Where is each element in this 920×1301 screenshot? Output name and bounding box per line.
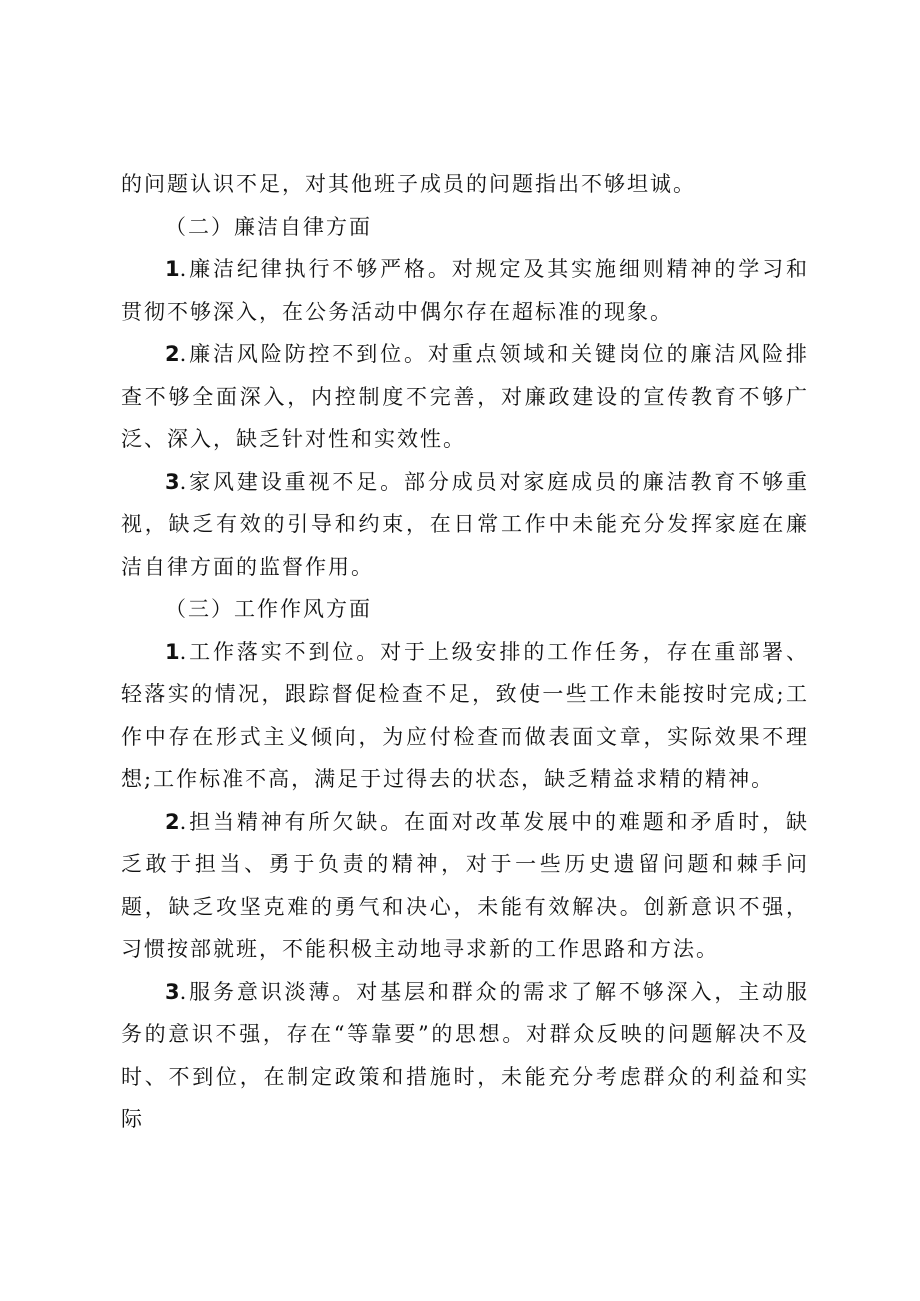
item-number: 3 [165, 469, 180, 494]
item-text: .服务意识淡薄。对基层和群众的需求了解不够深入，主动服务的意识不强，存在“等靠要”的思想。对群众反映的问题解决不及时、不到位，在制定政策和措施时，未能充分考虑群众的利益和实际 [121, 979, 809, 1131]
item-text: .工作落实不到位。对于上级安排的工作任务，存在重部署、轻落实的情况，跟踪督促检查不足，致使一些工作未能按时完成;工作中存在形式主义倾向，为应付检查而做表面文章，实际效果不理想;工作标准不高，满足于过得去的状态，缺乏精益求精的精神。 [121, 639, 809, 791]
section-heading-integrity [121, 206, 809, 249]
list-item [121, 971, 809, 1141]
item-text: .廉洁风险防控不到位。对重点领域和关键岗位的廉洁风险排查不够全面深入，内控制度不完善，对廉政建设的宣传教育不够广泛、深入，缺乏针对性和实效性。 [121, 342, 809, 451]
list-item [121, 333, 809, 461]
heading-text: （二）廉洁自律方面 [165, 214, 372, 239]
item-number: 2 [165, 342, 180, 366]
section-heading-work-style [121, 588, 809, 631]
item-number: 2 [165, 809, 180, 834]
document-body [121, 163, 809, 1141]
item-number: 1 [165, 639, 180, 664]
list-item [121, 801, 809, 971]
heading-text: （三）工作作风方面 [165, 597, 372, 621]
item-number: 3 [165, 979, 180, 1004]
list-item [121, 631, 809, 801]
list-item [121, 461, 809, 589]
paragraph-text: 的问题认识不足，对其他班子成员的问题指出不够坦诚。 [121, 172, 696, 196]
item-text: .担当精神有所欠缺。在面对改革发展中的难题和矛盾时，缺乏敢于担当、勇于负责的精神，对于一些历史遗留问题和棘手问题，缺乏攻坚克难的勇气和决心，未能有效解决。创新意识不强，习惯按部就班，不能积极主动地寻求新的工作思路和方法。 [121, 809, 809, 961]
item-text: .家风建设重视不足。部分成员对家庭成员的廉洁教育不够重视，缺乏有效的引导和约束，在日常工作中未能充分发挥家庭在廉洁自律方面的监督作用。 [121, 469, 809, 579]
paragraph-continuation [121, 163, 809, 206]
item-text: .廉洁纪律执行不够严格。对规定及其实施细则精神的学习和贯彻不够深入，在公务活动中偶尔存在超标准的现象。 [121, 257, 809, 324]
item-number: 1 [165, 257, 180, 281]
list-item [121, 248, 809, 333]
